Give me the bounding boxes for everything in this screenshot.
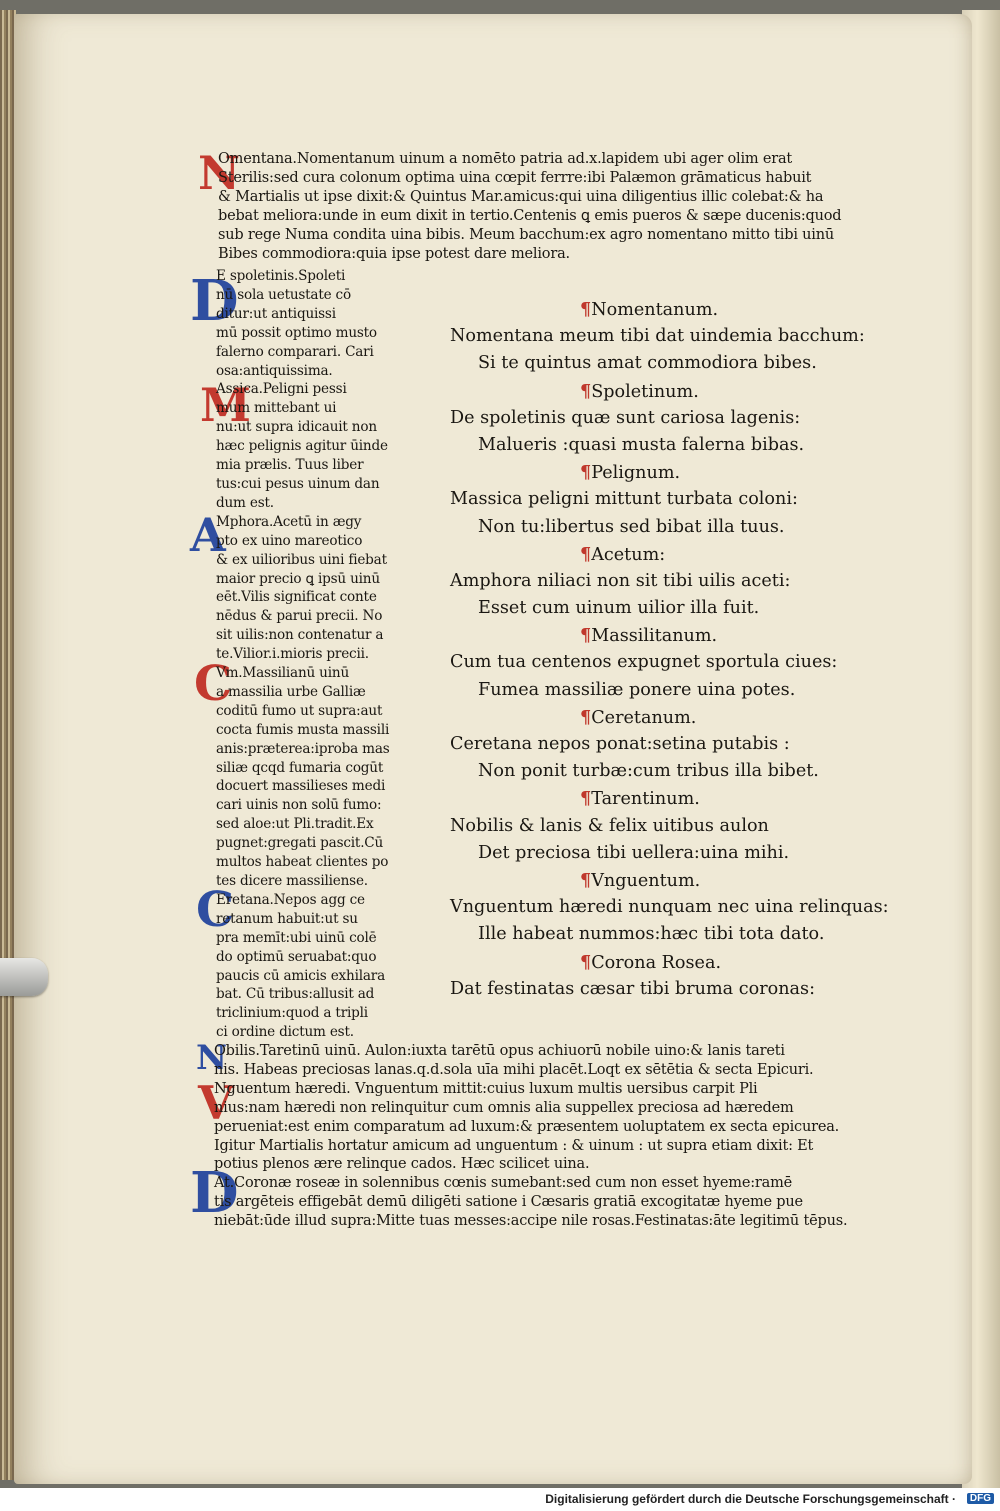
verse-line-text: Ille habeat nummos:hæc tibi tota dato.	[478, 924, 825, 945]
verse-heading	[450, 296, 920, 323]
verse-column	[450, 296, 920, 1003]
verse-line-text: Ceretana nepos ponat:setina putabis :	[450, 734, 790, 754]
verse-heading	[450, 459, 920, 486]
commentary-line: Mphora.Acetū in ægy	[216, 513, 362, 530]
text-line: nius:nam hæredi non relinquitur cum omnis alia suppellex preciosa ad hæredem	[214, 1099, 794, 1116]
verse-line-text: Fumea massiliæ ponere uina potes.	[478, 679, 796, 700]
text-line: Omentana.Nomentanum uinum a nomēto patria ad.x.lapidem ubi ager olim erat	[218, 151, 793, 167]
commentary-line: do optimū seruabat:quo	[216, 948, 377, 965]
verse-line-text: Non ponit turbæ:cum tribus illa bibet.	[478, 761, 819, 782]
verse-line-text: Cum tua centenos expugnet sportula ciues:	[450, 652, 838, 673]
text-line: Sterilis:sed cura colonum optima uina cœpit ferrre:ibi Palæmon grāmaticus habuit	[218, 169, 812, 186]
commentary-line: E spoletinis.Spoleti	[216, 268, 346, 284]
commentary-line: ci ordine dictum est.	[216, 1024, 354, 1041]
text-line: potius plenos ære relinque cados. Hæc scilicet uina.	[214, 1156, 590, 1173]
commentary-line: cocta fumis musta massili	[216, 721, 390, 738]
commentary-line: mia prælis. Tuus liber	[216, 457, 364, 474]
commentary-line: nu:ut supra idicauit non	[216, 419, 377, 436]
verse-line	[450, 350, 920, 377]
verse-line	[450, 649, 920, 676]
verse-line-text: Det preciosa tibi uellera:uina mihi.	[478, 842, 790, 863]
verse-heading	[450, 704, 920, 731]
commentary-line: Eretana.Nepos agg ce	[216, 891, 365, 908]
commentary-line: docuert massilieses medi	[216, 778, 386, 795]
initial-m-red: M	[200, 378, 251, 432]
commentary-line: multos habeat clientes po	[216, 854, 389, 871]
verse-line	[450, 894, 920, 921]
text-line: & Martialis ut ipse dixit:& Quintus Mar.amicus:qui uina diligentius illic colebat:& ha	[218, 188, 824, 205]
verse-line	[450, 731, 920, 758]
verse-line	[450, 677, 920, 704]
verse-heading-text: Massilitanum.	[591, 626, 718, 647]
verse-line	[450, 432, 920, 459]
verse-heading	[450, 378, 920, 405]
commentary-line: mum mittebant ui	[216, 400, 337, 417]
verse-line-text: De spoletinis quæ sunt cariosa lagenis:	[450, 407, 801, 428]
verse-heading-text: Ceretanum.	[591, 707, 697, 728]
commentary-line: coditū fumo ut supra:aut	[216, 702, 383, 719]
commentary-line: maior precio ꝗ ipsū uinū	[216, 570, 380, 587]
commentary-line: pto ex uino mareotico	[216, 532, 363, 549]
page-clip	[0, 958, 48, 996]
footer-bar	[0, 1488, 1000, 1511]
verse-heading-text: Acetum:	[591, 544, 666, 565]
commentary-line: cari uinis non solū fumo:	[216, 797, 382, 814]
pilcrow-mark: ¶	[580, 299, 592, 320]
text-line: niebāt:ūde illud supra:Mitte tuas messes:accipe nile rosas.Festinatas:āte legitimū tēpus.	[214, 1213, 848, 1230]
initial-v-red: V	[198, 1076, 234, 1130]
commentary-line: sed aloe:ut Pli.tradit.Ex	[216, 816, 374, 833]
commentary-line: bat. Cū tribus:allusit ad	[216, 986, 375, 1003]
pilcrow-mark: ¶	[580, 788, 592, 810]
verse-line	[450, 595, 920, 622]
commentary-line: Assica.Peligni pessi	[216, 381, 347, 398]
commentary-line: hæc pelignis agitur ūinde	[216, 438, 388, 455]
pilcrow-mark: ¶	[580, 625, 592, 647]
commentary-line: anis:præterea:iproba mas	[216, 740, 390, 757]
commentary-line: pra memīt:ubi uinū colē	[216, 929, 377, 946]
verse-line	[450, 514, 920, 541]
pilcrow-mark: ¶	[580, 462, 592, 484]
text-line: Bibes commodiora:quia ipse potest dare meliora.	[218, 245, 570, 262]
verse-heading-text: Nomentanum.	[591, 300, 719, 320]
verse-line-text: Amphora niliaci non sit tibi uilis aceti:	[450, 570, 791, 591]
text-line: At.Coronæ roseæ in solennibus cœnis sumebant:sed cum non esset hyeme:ramē	[214, 1175, 793, 1192]
verse-heading	[450, 785, 920, 812]
text-line: perueniat:est enim comparatum ad luxum:& præsentem uoluptatem ex secta epicurea.	[214, 1118, 840, 1135]
commentary-line: & ex uilioribus uini fiebat	[216, 551, 387, 568]
commentary-line: siliæ qcqd fumaria cogūt	[216, 759, 384, 776]
pilcrow-mark: ¶	[580, 380, 592, 402]
initial-c-red: C	[194, 656, 233, 712]
commentary-line: ditur:ut antiquissi	[216, 305, 336, 322]
initial-a-blue: A	[190, 508, 226, 562]
pilcrow-mark: ¶	[580, 543, 592, 565]
commentary-line: nēdus & parui precii. No	[216, 608, 383, 625]
commentary-line: Vm.Massilianū uinū	[216, 665, 349, 682]
verse-line	[450, 921, 920, 948]
verse-line-text: Si te quintus amat commodiora bibes.	[478, 353, 817, 374]
verse-line	[450, 323, 920, 350]
initial-d-blue: D	[190, 268, 239, 334]
text-line: bebat meliora:unde in eum dixit in tertio.Centenis ꝗ emis pueros & sæpe ducenis:quod	[218, 207, 842, 224]
verse-line	[450, 840, 920, 867]
initial-n-red: N	[198, 146, 241, 200]
commentary-line: a massilia urbe Galliæ	[216, 683, 366, 700]
pilcrow-mark: ¶	[580, 706, 592, 728]
text-line: Nguentum hæredi. Vnguentum mittit:cuius luxum multis uersibus carpit Pli	[214, 1080, 758, 1097]
text-line: nis. Habeas preciosas lanas.q.d.sola uīa mihi placēt.Loqt ex sētētia & secta Epicuri.	[214, 1061, 814, 1078]
verse-line-text: Massica peligni mittunt turbata coloni:	[450, 489, 798, 510]
verse-heading	[450, 622, 920, 649]
verse-line-text: Non tu:libertus sed bibat illa tuus.	[478, 516, 785, 537]
text-line: Igitur Martialis hortatur amicum ad unguentum : & uinum : ut supra etiam dixit: Et	[214, 1137, 814, 1154]
commentary-line: mū possit optimo musto	[216, 324, 377, 341]
initial-n-blue: N	[196, 1038, 228, 1078]
commentary-line: te.Vilior.i.mioris precii.	[216, 646, 369, 663]
dfg-logo: DFG	[967, 1493, 994, 1504]
pilcrow-mark: ¶	[580, 869, 592, 891]
pilcrow-mark: ¶	[580, 951, 592, 973]
verse-line-text: Malueris :quasi musta falerna bibas.	[478, 434, 805, 455]
verse-heading-text: Spoletinum.	[591, 381, 699, 402]
text-line: tis argēteis effigebāt demū diligēti satione i Cæsaris gratiā excogitatæ hyeme pue	[214, 1194, 803, 1211]
verse-heading-text: Vnguentum.	[591, 870, 701, 891]
verse-line	[450, 486, 920, 513]
verse-line-text: Vnguentum hæredi nunquam nec uina relinquas:	[450, 897, 889, 918]
commentary-line: triclinium:quod a tripli	[216, 1005, 368, 1022]
verse-heading-text: Corona Rosea.	[591, 952, 722, 973]
initial-d2-blue: D	[190, 1160, 239, 1226]
commentary-line: sit uilis:non contenatur a	[216, 627, 384, 644]
footer-credit: Digitalisierung gefördert durch die Deutsche Forschungsgemeinschaft ·	[545, 1492, 956, 1506]
verse-line-text: Nomentana meum tibi dat uindemia bacchum:	[450, 326, 865, 347]
verse-line-text: Esset cum uinum uilior illa fuit.	[478, 598, 760, 619]
text-line: sub rege Numa condita uina bibis. Meum bacchum:ex agro nomentano mitto tibi uinū	[218, 226, 835, 243]
top-paragraph	[218, 150, 841, 263]
verse-heading	[450, 541, 920, 568]
left-commentary	[216, 267, 390, 1042]
text-line: Obilis.Taretinū uinū. Aulon:iuxta tarētū opus achiuorū nobile uino:& lanis tareti	[214, 1043, 785, 1059]
verse-line	[450, 813, 920, 840]
commentary-line: tes dicere massiliense.	[216, 873, 368, 889]
verse-heading-text: Tarentinum.	[591, 789, 700, 810]
commentary-line: pugnet:gregati pascit.Cū	[216, 835, 384, 852]
commentary-line: paucis cū amicis exhilara	[216, 967, 385, 984]
verse-line	[450, 568, 920, 595]
commentary-line: tus:cui pesus uinum dan	[216, 475, 380, 492]
verse-line-text: Dat festinatas cæsar tibi bruma coronas:	[450, 978, 815, 999]
bottom-paragraph	[214, 1042, 847, 1231]
verse-line	[450, 976, 920, 1003]
commentary-line: falerno comparari. Cari	[216, 343, 374, 360]
commentary-line: retanum habuit:ut su	[216, 910, 358, 927]
commentary-line: eēt.Vilis significat conte	[216, 589, 377, 606]
commentary-line: nū sola uetustate cō	[216, 286, 351, 303]
verse-heading	[450, 949, 920, 976]
verse-heading	[450, 867, 920, 894]
commentary-line: dum est.	[216, 494, 274, 511]
verse-line	[450, 405, 920, 432]
verse-heading-text: Pelignum.	[591, 463, 681, 484]
initial-c-blue: C	[196, 882, 235, 938]
verse-line	[450, 758, 920, 785]
verse-line-text: Nobilis & lanis & felix uitibus aulon	[450, 815, 769, 836]
commentary-line: osa:antiquissima.	[216, 362, 333, 379]
